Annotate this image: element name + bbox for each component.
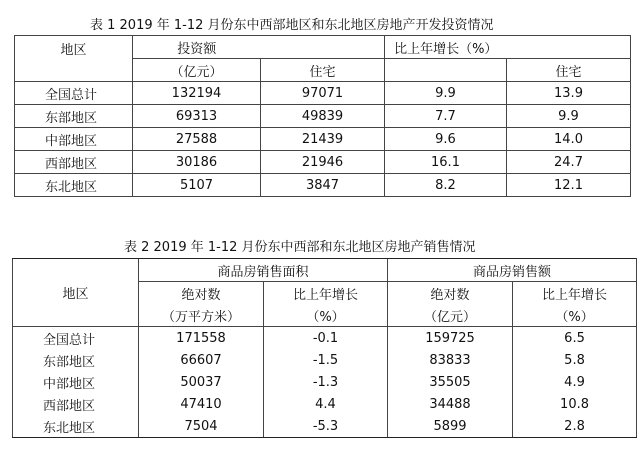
sales-cell: 5899 xyxy=(388,415,513,438)
region-cell: 东部地区 xyxy=(15,105,133,128)
table-row xyxy=(15,82,631,105)
investment-cell: 5107 xyxy=(133,174,261,197)
area-cell: 171558 xyxy=(139,327,264,350)
sales-growth-cell: 10.8 xyxy=(513,393,637,415)
area-cell: 66607 xyxy=(139,349,264,371)
region-header: 地区 xyxy=(15,36,133,82)
growth-housing-header: 住宅 xyxy=(507,59,631,82)
growth-housing-cell: 9.9 xyxy=(507,105,631,128)
growth-header: 比上年增长（%） xyxy=(385,36,507,59)
sales-cell: 83833 xyxy=(388,349,513,371)
growth-housing-cell: 13.9 xyxy=(507,82,631,105)
sales-cell: 35505 xyxy=(388,371,513,393)
area-cell: 50037 xyxy=(139,371,264,393)
sales-growth-header: 比上年增长 xyxy=(513,282,637,305)
area-abs-header: 绝对数 xyxy=(139,282,264,305)
investment-table xyxy=(14,35,631,197)
area-growth-cell: -0.1 xyxy=(264,327,388,350)
table2-header-row-1 xyxy=(13,259,637,282)
growth-sub-empty xyxy=(385,59,507,82)
area-growth-cell: -5.3 xyxy=(264,415,388,438)
growth-cell: 9.9 xyxy=(385,82,507,105)
growth-housing-cell: 14.0 xyxy=(507,128,631,151)
investment-housing-cell: 21946 xyxy=(261,151,385,174)
investment-housing-cell: 49839 xyxy=(261,105,385,128)
investment-header-filler xyxy=(261,36,385,59)
table-row xyxy=(15,151,631,174)
investment-cell: 30186 xyxy=(133,151,261,174)
investment-housing-cell: 3847 xyxy=(261,174,385,197)
area-growth-cell: 4.4 xyxy=(264,393,388,415)
table-row xyxy=(13,371,637,393)
region-cell: 西部地区 xyxy=(13,393,139,415)
investment-housing-cell: 97071 xyxy=(261,82,385,105)
growth-cell: 9.6 xyxy=(385,128,507,151)
region-cell: 全国总计 xyxy=(15,82,133,105)
sales-growth-cell: 4.9 xyxy=(513,371,637,393)
region-cell: 中部地区 xyxy=(15,128,133,151)
area-unit: （万平方米） xyxy=(139,304,264,327)
investment-cell: 132194 xyxy=(133,82,261,105)
area-cell: 7504 xyxy=(139,415,264,438)
region-cell: 东北地区 xyxy=(13,415,139,438)
sales-growth-cell: 5.8 xyxy=(513,349,637,371)
area-growth-cell: -1.3 xyxy=(264,371,388,393)
area-growth-header: 比上年增长 xyxy=(264,282,388,305)
growth-cell: 16.1 xyxy=(385,151,507,174)
region-header: 地区 xyxy=(13,259,139,327)
region-cell: 东部地区 xyxy=(13,349,139,371)
region-cell: 西部地区 xyxy=(15,151,133,174)
table-row xyxy=(15,174,631,197)
sales-growth-cell: 2.8 xyxy=(513,415,637,438)
region-cell: 东北地区 xyxy=(15,174,133,197)
investment-housing-header: 住宅 xyxy=(261,59,385,82)
region-cell: 中部地区 xyxy=(13,371,139,393)
investment-unit: （亿元） xyxy=(133,59,261,82)
growth-housing-cell: 12.1 xyxy=(507,174,631,197)
investment-housing-cell: 21439 xyxy=(261,128,385,151)
area-cell: 47410 xyxy=(139,393,264,415)
sales-unit: （亿元） xyxy=(388,304,513,327)
sales-growth-unit: （%） xyxy=(513,304,637,327)
sales-growth-cell: 6.5 xyxy=(513,327,637,350)
area-group-header: 商品房销售面积 xyxy=(139,259,388,282)
table1-caption: 表 1 2019 年 1-12 月份东中西部地区和东北地区房地产开发投资情况 xyxy=(90,18,494,33)
sales-group-header: 商品房销售额 xyxy=(388,259,637,282)
growth-cell: 8.2 xyxy=(385,174,507,197)
table2-caption: 表 2 2019 年 1-12 月份东中西部和东北地区房地产销售情况 xyxy=(124,240,476,255)
table-row xyxy=(13,393,637,415)
sales-table xyxy=(12,258,637,438)
sales-cell: 34488 xyxy=(388,393,513,415)
table1-header-row-1 xyxy=(15,36,631,59)
sales-abs-header: 绝对数 xyxy=(388,282,513,305)
investment-cell: 27588 xyxy=(133,128,261,151)
area-growth-unit: （%） xyxy=(264,304,388,327)
region-cell: 全国总计 xyxy=(13,327,139,350)
investment-cell: 69313 xyxy=(133,105,261,128)
growth-header-filler xyxy=(507,36,631,59)
table-row xyxy=(13,415,637,438)
table-row xyxy=(13,327,637,350)
investment-header: 投资额 xyxy=(133,36,261,59)
table-row xyxy=(15,105,631,128)
growth-housing-cell: 24.7 xyxy=(507,151,631,174)
table-row xyxy=(13,349,637,371)
area-growth-cell: -1.5 xyxy=(264,349,388,371)
sales-cell: 159725 xyxy=(388,327,513,350)
growth-cell: 7.7 xyxy=(385,105,507,128)
table-row xyxy=(15,128,631,151)
